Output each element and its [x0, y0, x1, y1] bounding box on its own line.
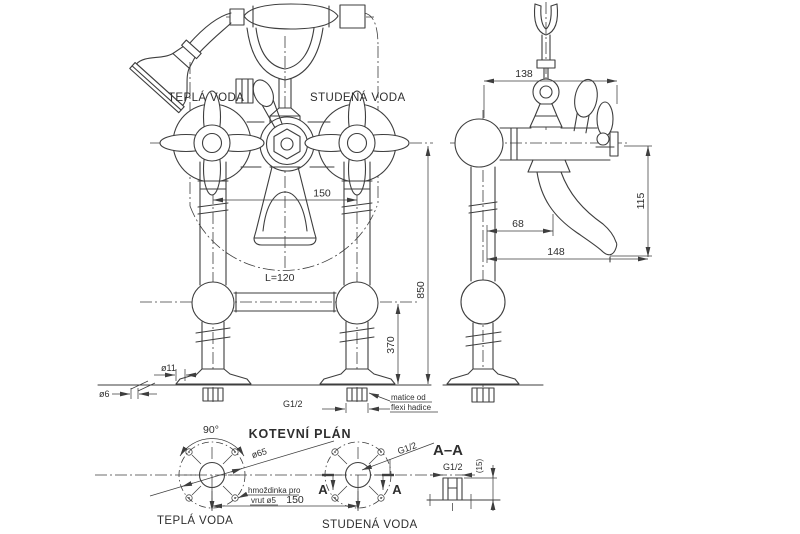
dimensions-front	[99, 146, 438, 413]
cold-water-label-plan: STUDENÁ VODA	[322, 519, 418, 531]
dim-body-width: 138	[515, 68, 533, 80]
bolt-angle-label: 90°	[203, 424, 219, 436]
dim-spout-offset: 68	[512, 218, 524, 230]
valve-body-side	[455, 119, 503, 167]
dim-overall-height: 850	[415, 281, 427, 299]
foot-flange-left	[176, 369, 251, 384]
socket-body	[443, 478, 462, 500]
hose-nut-note-2: flexi hadice	[391, 403, 432, 412]
ball-joint-left	[192, 282, 234, 324]
spout-swivel-label: L=120	[265, 272, 295, 284]
spout-side	[528, 160, 617, 262]
section-title: A–A	[433, 442, 464, 459]
cold-handle	[305, 91, 409, 195]
ball-joint-side	[461, 280, 505, 324]
dowel-note-1: hmoždinka pro	[248, 486, 301, 495]
dim-spacing-text: 150	[286, 494, 304, 506]
anchor-plan-title: KOTEVNÍ PLÁN	[248, 427, 352, 441]
dim-handle-spacing: 150	[313, 187, 331, 200]
anchor-plan	[95, 424, 468, 531]
plan-thread-label: G1/2	[396, 440, 418, 457]
foot-flange-right	[320, 369, 395, 384]
body-side	[455, 78, 618, 262]
hose-union-block	[340, 5, 365, 28]
pivot-joint	[533, 79, 559, 105]
section-depth-label: (15)	[475, 458, 484, 474]
section-letter-left: A	[318, 482, 328, 497]
dimensions-side	[484, 68, 652, 263]
cold-water-label-front: STUDENÁ VODA	[310, 92, 406, 104]
hose-nut-note-1: matice od	[391, 393, 426, 402]
hot-water-label-front: TEPLÁ VODA	[168, 92, 245, 104]
dim-screw: ø6	[99, 389, 110, 399]
ball-joint-right	[336, 282, 378, 324]
section-aa	[427, 442, 500, 511]
dim-flange-hole: ø11	[161, 363, 176, 373]
standpipe-side	[443, 167, 543, 402]
side-view	[443, 2, 652, 403]
hot-water-label-plan: TEPLÁ VODA	[157, 515, 234, 527]
dowel-note-2: vrut ø5	[251, 496, 276, 505]
front-view	[98, 4, 438, 413]
inlet-thread-label: G1/2	[283, 399, 303, 409]
lever-side	[569, 78, 600, 134]
dim-lower-height: 370	[385, 336, 397, 354]
section-letter-right: A	[392, 482, 402, 497]
dim-spout-drop: 115	[635, 192, 647, 210]
section-thread-label: G1/2	[443, 462, 463, 472]
dim-spout-reach: 148	[547, 246, 565, 258]
foot-flange-side	[447, 369, 519, 384]
bolt-circle-label: ø65	[250, 446, 269, 461]
cradle-bar	[230, 4, 365, 123]
